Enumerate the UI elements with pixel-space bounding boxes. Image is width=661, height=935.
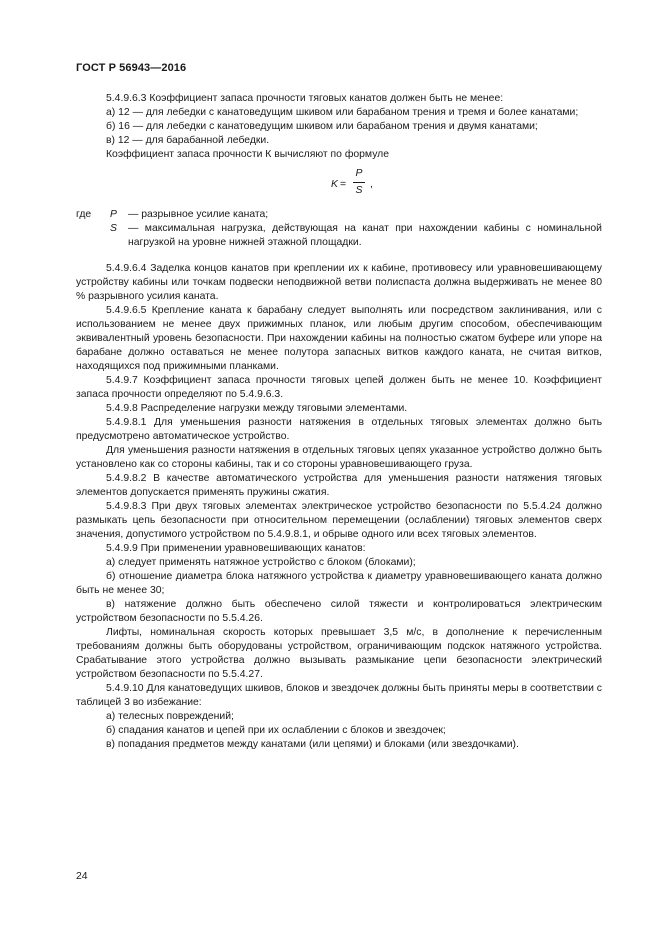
list-item: б) 16 — для лебедки с канатоведущим шкивом или барабаном трения и двумя канатами;	[106, 121, 538, 132]
formula-lhs: K	[331, 179, 338, 190]
spacer	[76, 250, 602, 262]
definitions	[110, 208, 602, 250]
list-item: в) натяжение должно быть обеспечено силой тяжести и контролироваться электрическим устройством безопасности по 5.5.4.26.	[76, 599, 602, 624]
list-item: б) спадания канатов и цепей при их ослаблении с блоков и звездочек;	[106, 725, 446, 736]
list-item: а) 12 — для лебедки с канатоведущим шкивом или барабаном трения и тремя и более канатами;	[106, 107, 579, 118]
definition-item	[110, 208, 602, 222]
definition-symbol: S	[110, 223, 117, 234]
formula-numerator: P	[355, 168, 363, 179]
page-number: 24	[76, 871, 88, 882]
formula-fraction	[353, 168, 365, 197]
formula-comma: ,	[370, 179, 373, 190]
definition-text: — максимальная нагрузка, действующая на канат при нахождении кабины с номинальной нагрузкой на уровне нижней этажной площадки.	[128, 223, 602, 248]
list-item: в) попадания предметов между канатами (или цепями) и блоками (или звездочками).	[106, 739, 519, 750]
paragraph: 5.4.9.6.4 Заделка концов канатов при креплении их к кабине, противовесу или уравновешивающему устройству кабины или точкам подвески неподвижной ветви полиспаста должна выдерживать не менее 80 % разрывного усилия каната.	[76, 263, 602, 302]
list-item: в) 12 — для барабанной лебедки.	[106, 135, 270, 146]
paragraph: 5.4.9.6.5 Крепление каната к барабану следует выполнять или посредством заклинивания, или с использованием не менее двух прижимных планок, или любым другим способом, обеспечивающим эквивалентный уровень безопасности. При нахождении кабины на полностью сжатом буфере или упоре на барабане должно оставаться не менее полутора запасных витков каждого каната, не считая витков, находящихся под прижимными планками.	[76, 305, 602, 372]
where-block	[76, 208, 602, 250]
paragraph: Для уменьшения разности натяжения в отдельных тяговых цепях указанное устройство должно быть установлено как со стороны кабины, так и со стороны уравновешивающего груза.	[76, 445, 602, 470]
paragraph: 5.4.9.8.1 Для уменьшения разности натяжения в отдельных тяговых элементах должно быть предусмотрено автоматическое устройство.	[76, 417, 602, 442]
list-item: б) отношение диаметра блока натяжного устройства к диаметру уравновешивающего каната должно быть не менее 30;	[76, 571, 602, 596]
paragraph: 5.4.9.7 Коэффициент запаса прочности тяговых цепей должен быть не менее 10. Коэффициент запаса прочности определяют по 5.4.9.6.3.	[76, 375, 602, 400]
paragraph: 5.4.9.8.2 В качестве автоматического устройства для уменьшения разности натяжения тяговых элементов допускается применять пружины сжатия.	[76, 473, 602, 498]
fraction-bar	[353, 182, 365, 183]
paragraph: 5.4.9.8 Распределение нагрузки между тяговыми элементами.	[106, 403, 408, 414]
where-keyword: где	[76, 209, 92, 220]
formula-intro: Коэффициент запаса прочности К вычисляют по формуле	[106, 149, 390, 160]
paragraph: 5.4.9.10 Для канатоведущих шкивов, блоков и звездочек должны быть приняты меры в соответствии с таблицей 3 во избежание:	[76, 683, 602, 708]
definition-symbol: P	[110, 209, 117, 220]
formula-equals: =	[340, 179, 347, 190]
definition-text: — разрывное усилие каната;	[128, 209, 269, 220]
page-body	[76, 92, 602, 752]
safety-factor-formula	[76, 168, 602, 202]
document-header: ГОСТ Р 56943—2016	[76, 62, 187, 74]
formula-denominator: S	[355, 185, 363, 196]
definition-item	[110, 222, 602, 250]
clause-5-4-9-6-3: 5.4.9.6.3 Коэффициент запаса прочности тяговых канатов должен быть не менее:	[106, 93, 504, 104]
list-item: а) следует применять натяжное устройство с блоком (блоками);	[106, 557, 416, 568]
paragraph: 5.4.9.9 При применении уравновешивающих канатов:	[106, 543, 366, 554]
list-item: а) телесных повреждений;	[106, 711, 234, 722]
paragraph: 5.4.9.8.3 При двух тяговых элементах электрическое устройство безопасности по 5.5.4.24 должно размыкать цепь безопасности при относительном перемещении (ослаблении) тяговых элементов сверх значения, допустимого устройством по 5.4.9.8.1, и обрыве одного или всех тяговых элементов.	[76, 501, 602, 540]
paragraph: Лифты, номинальная скорость которых превышает 3,5 м/с, в дополнение к перечисленным требованиям должны быть оборудованы устройством, ограничивающим подскок натяжного устройства. Срабатывание этого устройства должно вызывать размыкание цепи безопасности электрический устройством безопасности по 5.5.4.27.	[76, 627, 602, 680]
